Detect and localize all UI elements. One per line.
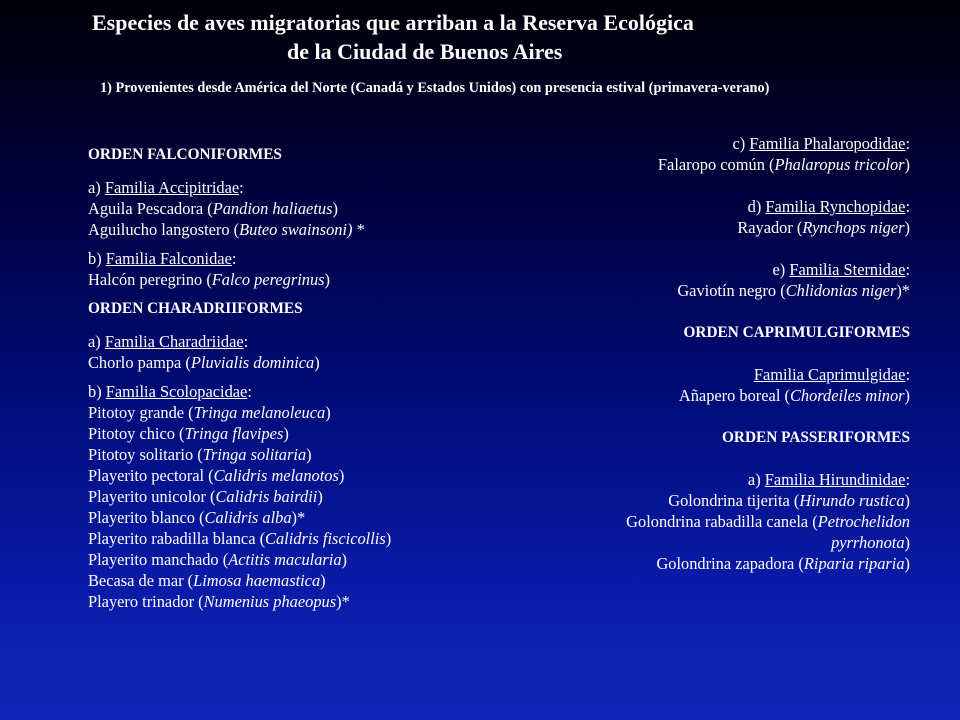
family-heading: a) Familia Accipitridae: bbox=[88, 178, 244, 197]
species-line: Playerito unicolor (Calidris bairdii) bbox=[88, 487, 323, 506]
species-line: Pitotoy grande (Tringa melanoleuca) bbox=[88, 403, 331, 422]
order-heading: ORDEN CHARADRIIFORMES bbox=[88, 300, 303, 317]
species-line: Falaropo común (Phalaropus tricolor) bbox=[657, 155, 910, 174]
order-heading: ORDEN PASSERIFORMES bbox=[722, 429, 910, 446]
family-heading: a) Familia Charadriidae: bbox=[88, 332, 249, 351]
species-line: Golondrina rabadilla canela (Petrochelidon bbox=[626, 512, 910, 531]
title-line-2: de la Ciudad de Buenos Aires bbox=[287, 39, 563, 64]
species-line: Chorlo pampa (Pluvialis dominica) bbox=[88, 353, 320, 372]
species-line: Playerito rabadilla blanca (Calidris fiscicollis) bbox=[88, 529, 392, 548]
order-heading: ORDEN CAPRIMULGIFORMES bbox=[683, 324, 910, 341]
species-line: Becasa de mar (Limosa haemastica) bbox=[88, 571, 326, 590]
species-line: Playerito pectoral (Calidris melanotos) bbox=[88, 466, 345, 485]
family-heading: d) Familia Rynchopidae: bbox=[747, 197, 910, 216]
family-heading: Familia Caprimulgidae: bbox=[753, 365, 910, 384]
species-line: Playerito manchado (Actitis macularia) bbox=[88, 550, 348, 569]
title-line-1: Especies de aves migratorias que arriban a la Reserva Ecológica bbox=[92, 10, 694, 35]
species-line: Playero trinador (Numenius phaeopus)* bbox=[88, 592, 350, 611]
species-line: Golondrina zapadora (Riparia riparia) bbox=[656, 554, 910, 573]
species-line: Rayador (Rynchops niger) bbox=[737, 218, 910, 237]
species-line: Playerito blanco (Calidris alba)* bbox=[88, 508, 306, 527]
family-heading: b) Familia Falconidae: bbox=[88, 249, 237, 268]
subtitle: 1) Provenientes desde América del Norte (Canadá y Estados Unidos) con presencia estival (primavera-verano) bbox=[100, 80, 770, 96]
right-column bbox=[520, 133, 910, 574]
species-line: Halcón peregrino (Falco peregrinus) bbox=[88, 270, 331, 289]
species-line-continued: pyrrhonota) bbox=[831, 533, 910, 552]
family-heading: a) Familia Hirundinidae: bbox=[747, 470, 910, 489]
family-heading: b) Familia Scolopacidae: bbox=[88, 382, 252, 401]
species-line: Gaviotín negro (Chlidonias niger)* bbox=[677, 281, 910, 300]
family-heading: e) Familia Sternidae: bbox=[772, 260, 910, 279]
family-heading: c) Familia Phalaropodidae: bbox=[732, 134, 910, 153]
species-line: Aguila Pescadora (Pandion haliaetus) bbox=[88, 199, 338, 218]
species-line: Pitotoy solitario (Tringa solitaria) bbox=[88, 445, 312, 464]
species-line: Añapero boreal (Chordeiles minor) bbox=[678, 386, 910, 405]
species-line: Golondrina tijerita (Hirundo rustica) bbox=[668, 491, 910, 510]
species-line: Pitotoy chico (Tringa flavipes) bbox=[88, 424, 289, 443]
left-column bbox=[88, 144, 508, 612]
order-heading: ORDEN FALCONIFORMES bbox=[88, 146, 282, 163]
species-line: Aguilucho langostero (Buteo swainsoni) * bbox=[88, 220, 365, 239]
